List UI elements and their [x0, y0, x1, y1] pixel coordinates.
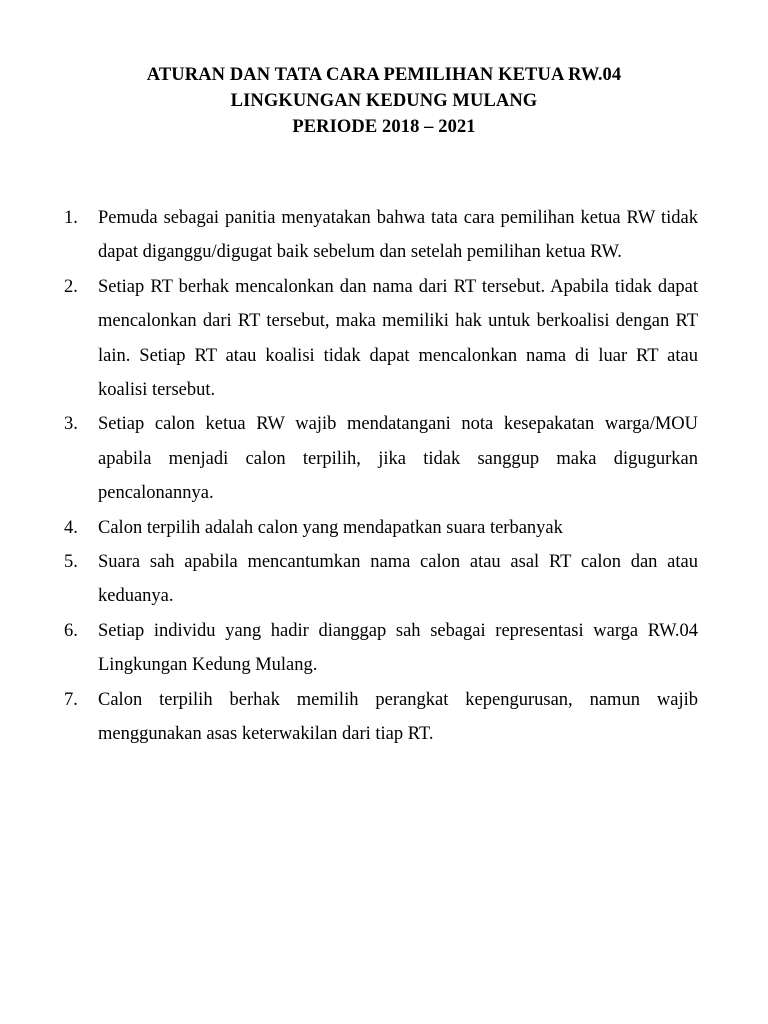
title-line-2: LINGKUNGAN KEDUNG MULANG	[230, 91, 538, 111]
rule-text: Setiap individu yang hadir dianggap sah sebagai representasi warga RW.04 Lingkungan Kedung Mulang.	[98, 620, 698, 676]
rule-number: 7.	[64, 689, 78, 710]
rule-text: Setiap RT berhak mencalonkan dan nama dari RT tersebut. Apabila tidak dapat mencalonkan dari RT tersebut, maka memiliki hak untuk berkoalisi dengan RT lain. Setiap RT atau koalisi tidak dapat mencalonkan nama di luar RT atau koalisi tersebut.	[98, 276, 698, 401]
rule-item-3	[64, 407, 698, 510]
rule-text: Suara sah apabila mencantumkan nama calon atau asal RT calon dan atau keduanya.	[98, 552, 698, 607]
rule-item-2	[64, 270, 698, 408]
title-line-3: PERIODE 2018 – 2021	[292, 117, 476, 137]
rule-number: 6.	[64, 620, 78, 641]
rule-number: 4.	[64, 517, 78, 538]
rule-item-6	[64, 614, 698, 683]
rule-item-1	[64, 201, 698, 270]
rule-item-7	[64, 683, 698, 752]
rule-text: Calon terpilih adalah calon yang mendapatkan suara terbanyak	[98, 517, 563, 538]
rule-number: 1.	[64, 208, 78, 228]
rule-number: 3.	[64, 414, 78, 435]
title-line-1: ATURAN DAN TATA CARA PEMILIHAN KETUA RW.04	[146, 65, 622, 85]
rule-item-4	[64, 511, 698, 545]
rule-number: 5.	[64, 552, 78, 573]
rule-text: Setiap calon ketua RW wajib mendatangani nota kesepakatan warga/MOU apabila menjadi calon terpilih, jika tidak sanggup maka digugurkan pencalonannya.	[98, 414, 698, 504]
rule-number: 2.	[64, 276, 78, 297]
rule-text: Calon terpilih berhak memilih perangkat kepengurusan, namun wajib menggunakan asas keterwakilan dari tiap RT.	[98, 689, 698, 745]
rule-item-5	[64, 545, 698, 614]
document-title	[0, 62, 768, 140]
rules-list	[64, 201, 698, 752]
rule-text: Pemuda sebagai panitia menyatakan bahwa tata cara pemilihan ketua RW tidak dapat diganggu/digugat baik sebelum dan setelah pemilihan ketua RW.	[98, 208, 698, 263]
